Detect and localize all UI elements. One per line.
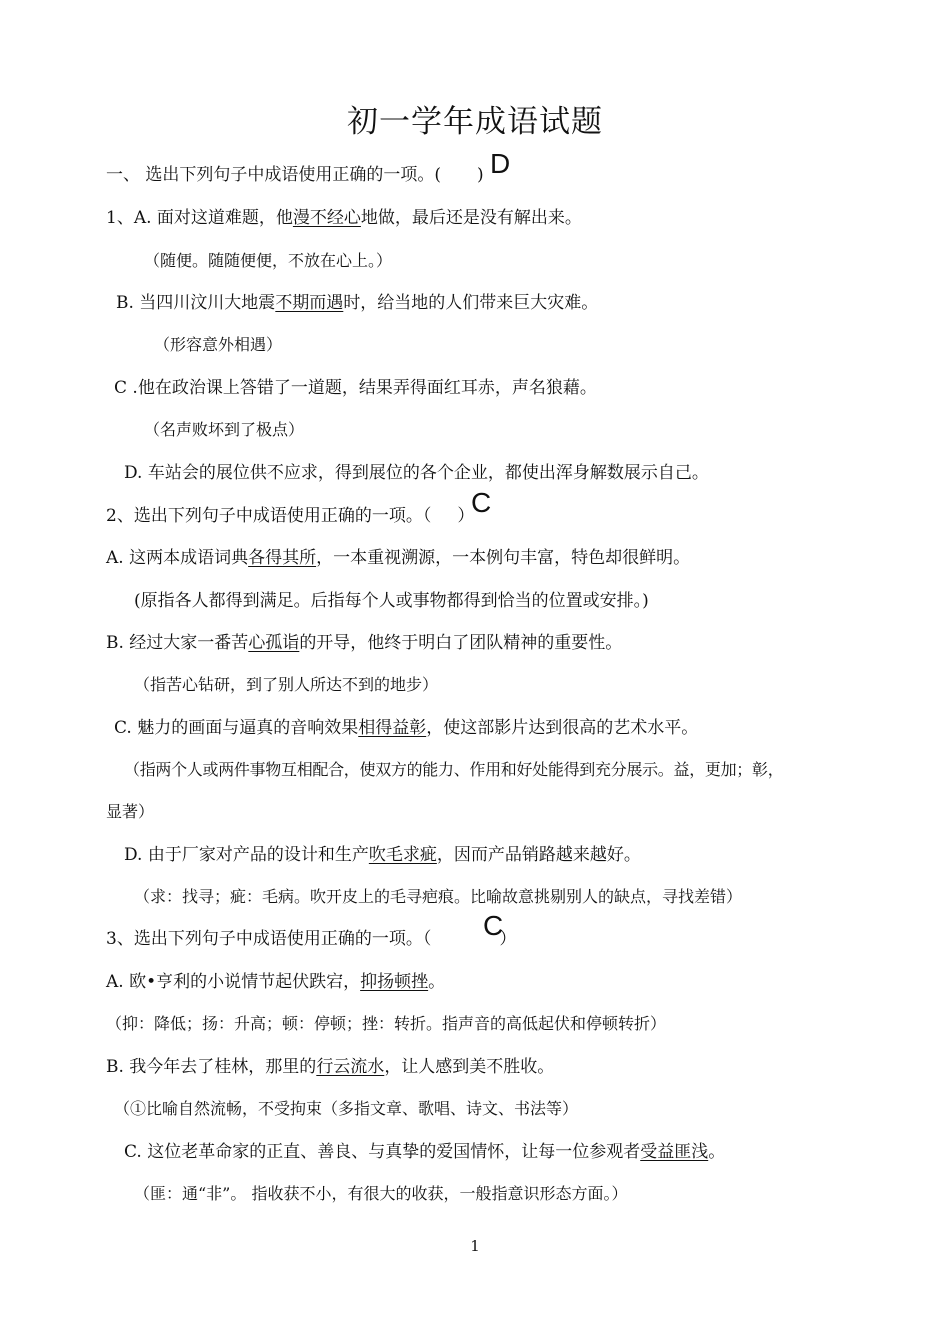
page-title: 初一学年成语试题 — [347, 104, 603, 140]
q1-a-text-end: 地做，最后还是没有解出来。 — [360, 208, 582, 228]
q3-a-idiom: 抑扬顿挫 — [360, 972, 429, 992]
q1-b-idiom: 不期而遇 — [275, 293, 344, 313]
section1-header-text: 一、 选出下列句子中成语使用正确的一项。( — [106, 165, 442, 185]
section1-header — [106, 164, 484, 186]
q2-c-note-line1: （指两个人或两件事物互相配合，使双方的能力、作用和好处能得到充分展示。益，更加；彰， — [124, 760, 784, 779]
q2-b-text-end: 的开导，他终于明白了团队精神的重要性。 — [299, 633, 623, 653]
q1-answer: D — [490, 148, 511, 179]
q2-b-note: （指苦心钻研，到了别人所达不到的地步） — [134, 675, 439, 694]
q2-option-a — [106, 547, 690, 569]
q3-option-b — [106, 1056, 554, 1078]
q2-c-text: C. 魅力的画面与逼真的音响效果 — [114, 718, 359, 738]
q3-option-a — [106, 971, 445, 993]
q2-d-text-end: ，因而产品销路越来越好。 — [436, 845, 641, 865]
q2-option-c — [114, 717, 698, 739]
q3-option-c — [124, 1141, 725, 1163]
q2-a-text-end: ，一本重视溯源，一本例句丰富，特色却很鲜明。 — [316, 548, 691, 568]
q3-b-note: （①比喻自然流畅，不受拘束（多指文章、歌唱、诗文、书法等） — [114, 1099, 579, 1118]
q1-a-idiom: 漫不经心 — [292, 208, 361, 228]
q1-option-d: D. 车站会的展位供不应求，得到展位的各个企业，都使出浑身解数展示自己。 — [124, 463, 709, 483]
q1-option-b — [116, 292, 598, 314]
q1-a-note: （随便。随随便便，不放在心上。） — [144, 251, 393, 270]
q2-d-idiom: 吹毛求疵 — [368, 845, 437, 865]
q3-header-text: 3、选出下列句子中成语使用正确的一项。（ — [106, 929, 432, 949]
q2-b-text: B. 经过大家一番苦 — [106, 633, 249, 653]
q2-d-text: D. 由于厂家对产品的设计和生产 — [124, 845, 369, 865]
q3-c-text-end: 。 — [708, 1142, 726, 1162]
q1-b-text-end: 时，给当地的人们带来巨大灾难。 — [343, 293, 599, 313]
q3-a-text-end: 。 — [428, 972, 446, 992]
q2-c-idiom: 相得益彰 — [358, 718, 427, 738]
q3-header-close: ） — [499, 929, 517, 949]
q2-header-text: 2、选出下列句子中成语使用正确的一项。（ — [106, 506, 432, 526]
q2-option-b — [106, 632, 622, 654]
q2-option-d — [124, 844, 641, 866]
q1-a-text: 1、A. 面对这道难题，他 — [106, 208, 293, 228]
q2-c-note-line2: 显著） — [106, 802, 155, 821]
q3-c-idiom: 受益匪浅 — [640, 1142, 709, 1162]
q2-d-note: （求：找寻；疵：毛病。吹开皮上的毛寻疤痕。比喻故意挑剔别人的缺点，寻找差错） — [134, 887, 743, 906]
q1-c-note: （名声败坏到了极点） — [144, 420, 305, 439]
q2-header — [106, 505, 474, 527]
q2-a-text: A. 这两本成语词典 — [106, 548, 249, 568]
q2-a-idiom: 各得其所 — [248, 548, 317, 568]
q3-c-note: （匪：通“非”。 指收获不小，有很大的收获，一般指意识形态方面。） — [134, 1184, 628, 1203]
page-number: 1 — [470, 1237, 480, 1255]
q3-a-text: A. 欧•亨利的小说情节起伏跌宕， — [106, 972, 361, 992]
q3-b-idiom: 行云流水 — [316, 1057, 385, 1077]
q1-b-note: （形容意外相遇） — [154, 335, 283, 354]
q2-answer: C — [471, 487, 492, 518]
q1-option-a — [106, 207, 582, 229]
q3-b-text: B. 我今年去了桂林，那里的 — [106, 1057, 317, 1077]
q2-c-text-end: ，使这部影片达到很高的艺术水平。 — [426, 718, 699, 738]
q3-answer: C — [483, 910, 504, 941]
q2-header-close: ） — [457, 506, 475, 526]
q1-b-text: B. 当四川汶川大地震 — [116, 293, 276, 313]
section1-header-close: ) — [477, 165, 484, 185]
q3-b-text-end: ，让人感到美不胜收。 — [384, 1057, 555, 1077]
q3-c-text: C. 这位老革命家的正直、善良、与真挚的爱国情怀，让每一位参观者 — [124, 1142, 641, 1162]
q3-header — [106, 928, 516, 950]
q2-a-note: (原指各人都得到满足。后指每个人或事物都得到恰当的位置或安排。) — [134, 591, 649, 611]
q1-option-c: C .他在政治课上答错了一道题，结果弄得面红耳赤，声名狼藉。 — [114, 378, 597, 398]
q2-b-idiom: 心孤诣 — [248, 633, 300, 653]
q3-a-note: （抑：降低；扬：升高；顿：停顿；挫：转折。指声音的高低起伏和停顿转折） — [106, 1014, 667, 1033]
